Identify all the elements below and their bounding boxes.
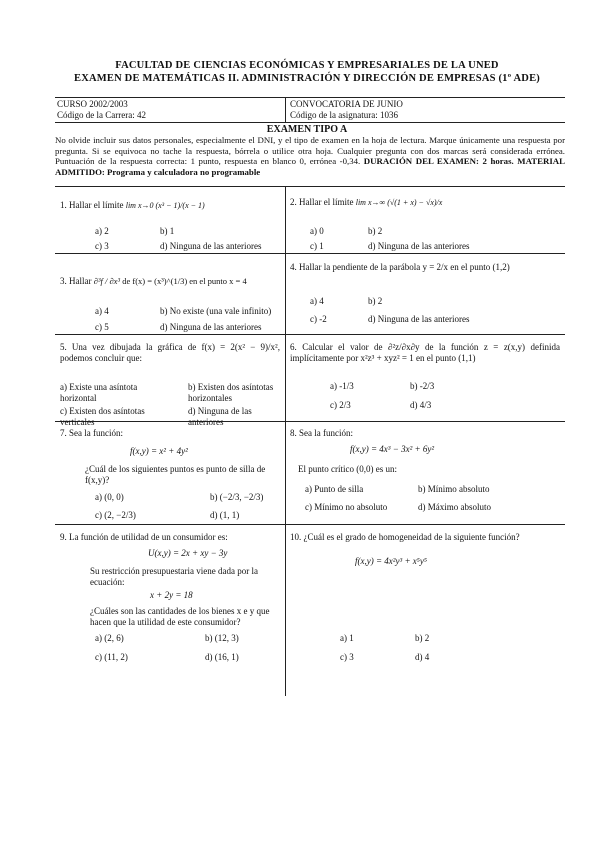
q3-option-c[interactable]: c) 5	[95, 322, 109, 332]
q6-option-a[interactable]: a) -1/3	[330, 381, 354, 391]
q3-option-a[interactable]: a) 4	[95, 306, 109, 316]
q7-sub: ¿Cuál de los siguientes puntos es punto de silla de f(x,y)?	[85, 464, 266, 485]
q8-option-c[interactable]: c) Mínimo no absoluto	[305, 502, 388, 512]
faculty-title: FACULTAD DE CIENCIAS ECONÓMICAS Y EMPRESARIALES DE LA UNED	[115, 60, 499, 71]
q5-option-a[interactable]: a) Existe una asíntota horizontal	[60, 382, 138, 403]
q4-prompt: 4. Hallar la pendiente de la parábola y = 2/x en el punto (1,2)	[290, 262, 510, 272]
q9-option-a[interactable]: a) (2, 6)	[95, 633, 124, 643]
instructions	[55, 135, 565, 177]
session: CONVOCATORIA DE JUNIO	[290, 99, 403, 109]
subject-code: Código de la asignatura: 1036	[290, 110, 398, 120]
exam-title: EXAMEN DE MATEMÁTICAS II. ADMINISTRACIÓN Y DIRECCIÓN DE EMPRESAS (1º ADE)	[73, 73, 540, 84]
q9-sub: Su restricción presupuestaria viene dada por la ecuación:	[90, 566, 258, 587]
q1-option-a[interactable]: a) 2	[95, 226, 109, 236]
q2-option-a[interactable]: a) 0	[310, 226, 324, 236]
q10-formula: f(x,y) = 4x²y³ + x⁵y⁵	[355, 556, 428, 566]
q4-option-b[interactable]: b) 2	[368, 296, 383, 306]
course: CURSO 2002/2003	[57, 99, 128, 109]
q2-option-b[interactable]: b) 2	[368, 226, 383, 236]
q6-option-d[interactable]: d) 4/3	[410, 400, 432, 410]
instructions-duration: DURACIÓN DEL EXAMEN: 2 horas. MATERIAL ADMITIDO: Programa y calculadora no programable	[55, 156, 565, 177]
grid-line	[55, 334, 565, 335]
q9-option-d[interactable]: d) (16, 1)	[205, 652, 239, 662]
q4-option-a[interactable]: a) 4	[310, 296, 324, 306]
q8-prompt: 8. Sea la función:	[290, 428, 353, 438]
q7-prompt: 7. Sea la función:	[60, 428, 123, 438]
q7-option-d[interactable]: d) (1, 1)	[210, 510, 240, 520]
info-top-border	[55, 97, 565, 98]
q9-formula: U(x,y) = 2x + xy − 3y	[148, 548, 228, 558]
q1-math: lim x→0 (x³ − 1)/(x − 1)	[125, 201, 205, 210]
q8-option-d[interactable]: d) Máximo absoluto	[418, 502, 491, 512]
info-bottom-border	[55, 122, 565, 123]
q3-option-b[interactable]: b) No existe (una vale infinito)	[160, 306, 272, 316]
q10-option-d[interactable]: d) 4	[415, 652, 430, 662]
q6-option-b[interactable]: b) -2/3	[410, 381, 435, 391]
q1-option-b[interactable]: b) 1	[160, 226, 175, 236]
q9-prompt: 9. La función de utilidad de un consumidor es:	[60, 532, 228, 542]
q9-option-c[interactable]: c) (11, 2)	[95, 652, 128, 662]
grid-line	[55, 186, 565, 187]
q2-option-d[interactable]: d) Ninguna de las anteriores	[368, 241, 470, 251]
q8-option-a[interactable]: a) Punto de silla	[305, 484, 364, 494]
q4-option-d[interactable]: d) Ninguna de las anteriores	[368, 314, 470, 324]
career-code: Código de la Carrera: 42	[57, 110, 146, 120]
q5-prompt: 5. Una vez dibujada la gráfica de f(x) = 2(x² − 9)/x², podemos concluir que:	[60, 342, 280, 363]
q8-sub: El punto crítico (0,0) es un:	[298, 464, 397, 474]
q10-option-a[interactable]: a) 1	[340, 633, 354, 643]
exam-type: EXAMEN TIPO A	[266, 124, 348, 135]
q3-math-derivative: ∂³f / ∂x³	[93, 276, 120, 286]
q7-formula: f(x,y) = x² + 4y²	[130, 446, 188, 456]
q1-prompt: 1. Hallar el límite	[60, 200, 124, 210]
grid-line	[55, 524, 565, 525]
q7-option-a[interactable]: a) (0, 0)	[95, 492, 124, 502]
q2-math: lim x→∞ (√(1 + x) − √x)/x	[355, 198, 443, 207]
q1-option-d[interactable]: d) Ninguna de las anteriores	[160, 241, 262, 251]
q3-prompt: 3. Hallar	[60, 276, 92, 286]
column-divider	[285, 186, 286, 696]
q10-option-b[interactable]: b) 2	[415, 633, 430, 643]
q3-option-d[interactable]: d) Ninguna de las anteriores	[160, 322, 262, 332]
q7-option-b[interactable]: b) (−2/3, −2/3)	[210, 492, 264, 502]
q7-option-c[interactable]: c) (2, −2/3)	[95, 510, 136, 520]
grid-line	[55, 253, 565, 254]
q4-option-c[interactable]: c) -2	[310, 314, 327, 324]
q9-option-b[interactable]: b) (12, 3)	[205, 633, 239, 643]
q5-option-c[interactable]: c) Existen dos asíntotas verticales	[60, 406, 145, 427]
q10-option-c[interactable]: c) 3	[340, 652, 354, 662]
q2-option-c[interactable]: c) 1	[310, 241, 324, 251]
q8-formula: f(x,y) = 4x³ − 3x² + 6y²	[350, 444, 435, 454]
q9-sub2: ¿Cuáles son las cantidades de los bienes x e y que hacen que la utilidad de este consumidor?	[90, 606, 270, 627]
q6-option-c[interactable]: c) 2/3	[330, 400, 351, 410]
q3-math-function: de f(x) = (x³)^(1/3) en el punto x = 4	[122, 276, 247, 286]
q5-option-b[interactable]: b) Existen dos asíntotas horizontales	[188, 382, 274, 403]
instructions-text: No olvide incluir sus datos personales, especialmente el DNI, y el tipo de examen en la hoja de lectura. Marque únicamente una respuesta por pregunta. Si se equivoca no tache la respuesta, bórrela o utilice otra hoja. Cualquier pregunta con dos marcas será considerada errónea. Puntuación de la respuesta correcta: 1 punto, respuesta en blanco 0, errónea -0,34.	[55, 135, 565, 166]
q5-option-d[interactable]: d) Ninguna de las anteriores	[188, 406, 252, 427]
q1-option-c[interactable]: c) 3	[95, 241, 109, 251]
q6-prompt: 6. Calcular el valor de ∂²z/∂x∂y de la función z = z(x,y) definida implícitamente por x²z³ + xyz² = 1 en el punto (1,1)	[290, 342, 560, 363]
q8-option-b[interactable]: b) Mínimo absoluto	[418, 484, 490, 494]
info-divider	[285, 97, 286, 123]
q9-formula2: x + 2y = 18	[150, 590, 193, 600]
q2-prompt: 2. Hallar el límite	[290, 197, 354, 207]
q10-prompt: 10. ¿Cuál es el grado de homogeneidad de la siguiente función?	[290, 532, 520, 542]
